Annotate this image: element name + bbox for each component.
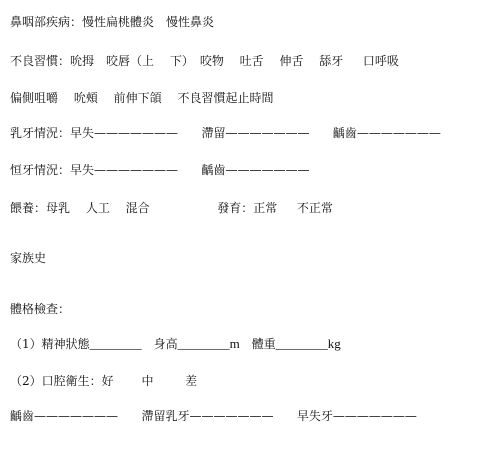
permanent-teeth-line: 恒牙情況：早失——————— 齲齒——————— <box>10 163 310 177</box>
physical-exam-heading: 體格檢查： <box>10 302 71 316</box>
bad-habits-line: 不良習慣：吮拇 咬唇（上 下） 咬物 吐舌 伸舌 舔牙 口呼吸 <box>10 54 399 68</box>
feeding-line: 餵養：母乳 人工 混合 發育：正常 不正常 <box>10 201 333 215</box>
height-blank: ________ <box>177 336 230 351</box>
nasopharynx-line: 鼻咽部疾病：慢性扁桃體炎 慢性鼻炎 <box>10 15 215 29</box>
mental-height-weight-line <box>10 336 341 352</box>
height-label: 身高 <box>141 337 178 351</box>
weight-unit: kg <box>327 336 341 351</box>
oral-hygiene-line: （2）口腔衛生：好 中 差 <box>10 374 198 388</box>
height-unit: m <box>229 336 240 351</box>
family-history-heading: 家族史 <box>10 251 47 265</box>
caries-bottom-line: 齲齒——————— 滯留乳牙——————— 早失牙——————— <box>10 409 417 423</box>
bad-habits-line-2: 偏側咀嚼 吮頰 前伸下頜 不良習慣起止時間 <box>10 91 274 105</box>
weight-label: 體重 <box>239 337 276 351</box>
mental-state-label: （1）精神狀態 <box>10 337 90 351</box>
mental-state-blank: ________ <box>89 336 142 351</box>
primary-teeth-line: 乳牙情況：早失——————— 滯留——————— 齲齒——————— <box>10 126 441 140</box>
weight-blank: ________ <box>275 336 328 351</box>
